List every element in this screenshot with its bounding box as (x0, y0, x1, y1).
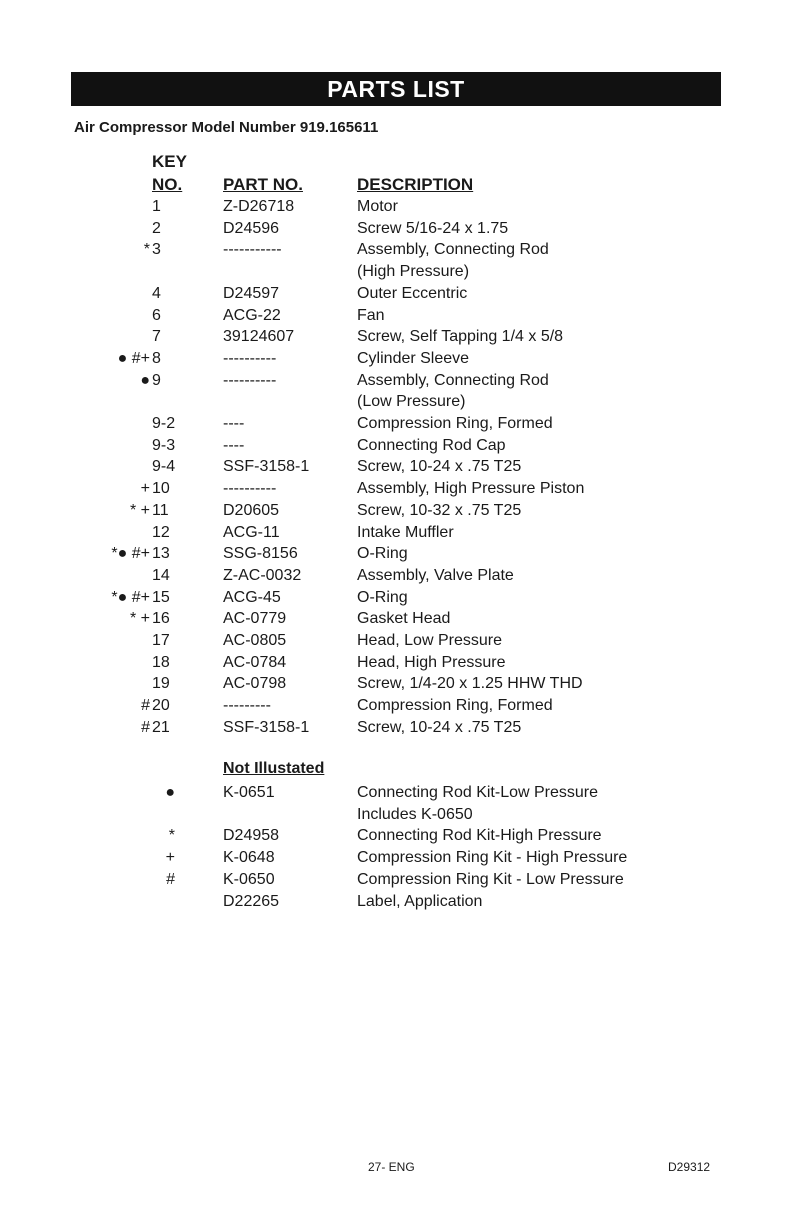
row-mark: ● (140, 371, 150, 389)
table-row (0, 307, 792, 329)
row-key-no: 8 (152, 349, 161, 367)
row-mark: ● #+ (117, 349, 150, 367)
table-row (0, 697, 792, 719)
row-description: Compression Ring Kit - High Pressure (357, 849, 628, 867)
row-description: Assembly, Connecting Rod (357, 241, 549, 259)
table-row (0, 393, 792, 415)
list-item (0, 849, 792, 871)
row-description: Cylinder Sleeve (357, 349, 470, 367)
row-mark: + (165, 849, 175, 867)
row-part-no: ---------- (223, 371, 277, 389)
table-row (0, 610, 792, 632)
row-part-no: D22265 (223, 892, 280, 910)
row-part-no: AC-0784 (223, 653, 287, 671)
list-item (0, 784, 792, 806)
row-part-no: Z-D26718 (223, 198, 295, 215)
table-row (0, 263, 792, 285)
row-key-no: 13 (152, 545, 170, 563)
row-mark: * (143, 241, 150, 259)
row-key-no: 7 (152, 328, 161, 346)
row-description: Fan (357, 306, 385, 324)
row-description: Screw, 10-24 x .75 T25 (357, 458, 522, 476)
row-key-no: 4 (152, 284, 161, 302)
row-part-no: Z-AC-0032 (223, 566, 302, 584)
table-row (0, 654, 792, 676)
table-row (0, 285, 792, 307)
row-part-no: AC-0779 (223, 610, 287, 628)
row-description: Connecting Rod Cap (357, 436, 506, 454)
model-number-heading: Air Compressor Model Number 919.165611 (74, 119, 379, 136)
row-description: O-Ring (357, 588, 408, 606)
row-mark: * + (129, 501, 150, 519)
not-illustrated-header: Not Illustated (223, 760, 325, 777)
row-description: Compression Ring Kit - Low Pressure (357, 870, 624, 888)
table-row (0, 567, 792, 589)
table-row (0, 545, 792, 567)
row-part-no: D24597 (223, 284, 280, 302)
row-key-no: 1 (152, 198, 161, 215)
row-description: Compression Ring, Formed (357, 697, 553, 715)
row-part-no: --------- (223, 697, 271, 715)
row-description: O-Ring (357, 545, 408, 563)
row-description: Head, High Pressure (357, 653, 506, 671)
table-row (0, 632, 792, 654)
row-description: Screw 5/16-24 x 1.75 (357, 219, 509, 237)
row-description: Includes K-0650 (357, 805, 473, 823)
table-row (0, 372, 792, 394)
row-key-no: 16 (152, 610, 170, 628)
table-row (0, 328, 792, 350)
page-number: 27- ENG (368, 1160, 415, 1174)
table-row (0, 480, 792, 502)
row-description: Screw, Self Tapping 1/4 x 5/8 (357, 328, 564, 346)
key-no-header: NO. (152, 175, 183, 194)
row-key-no: 19 (152, 675, 170, 693)
row-key-no: 2 (152, 219, 161, 237)
table-row (0, 719, 792, 741)
row-mark: ● (165, 784, 175, 801)
row-description: (Low Pressure) (357, 393, 466, 411)
row-key-no: 18 (152, 653, 170, 671)
row-description: Intake Muffler (357, 523, 454, 541)
row-part-no: K-0648 (223, 849, 275, 867)
row-description: Screw, 10-24 x .75 T25 (357, 718, 522, 736)
row-description: Assembly, High Pressure Piston (357, 480, 585, 498)
row-part-no: ACG-45 (223, 588, 281, 606)
row-part-no: ---- (223, 436, 245, 454)
row-key-no: 20 (152, 697, 170, 715)
row-part-no: ACG-11 (223, 523, 280, 541)
list-item (0, 893, 792, 915)
row-part-no: SSG-8156 (223, 545, 298, 563)
row-description: Screw, 10-32 x .75 T25 (357, 501, 522, 519)
row-description: Head, Low Pressure (357, 632, 502, 649)
row-part-no: K-0651 (223, 784, 275, 801)
row-part-no: ---------- (223, 480, 277, 498)
row-description: Label, Application (357, 892, 483, 910)
row-part-no: D20605 (223, 501, 280, 519)
row-description: Gasket Head (357, 610, 451, 628)
row-key-no: 9-2 (152, 415, 176, 432)
row-mark: * + (129, 610, 150, 628)
row-part-no: 39124607 (223, 328, 295, 346)
table-row (0, 241, 792, 263)
row-key-no: 21 (152, 718, 170, 736)
row-key-no: 10 (152, 480, 170, 498)
row-mark: *● #+ (111, 588, 150, 606)
table-row (0, 350, 792, 372)
document-code: D29312 (668, 1160, 711, 1174)
row-description: Connecting Rod Kit-High Pressure (357, 827, 602, 845)
row-key-no: 12 (152, 523, 170, 541)
row-description: Motor (357, 198, 398, 215)
table-row (0, 502, 792, 524)
row-key-no: 17 (152, 632, 170, 649)
row-part-no: D24958 (223, 827, 280, 845)
row-description: Assembly, Valve Plate (357, 566, 514, 584)
row-key-no: 6 (152, 306, 161, 324)
row-key-no: 3 (152, 241, 161, 259)
table-row (0, 198, 792, 220)
part-no-header: PART NO. (223, 175, 303, 194)
row-part-no: SSF-3158-1 (223, 458, 310, 476)
row-part-no: ----------- (223, 241, 282, 259)
row-part-no: SSF-3158-1 (223, 718, 310, 736)
row-description: Screw, 1/4-20 x 1.25 HHW THD (357, 675, 583, 693)
row-key-no: 9-4 (152, 458, 176, 476)
table-row (0, 524, 792, 546)
table-row (0, 415, 792, 437)
description-header: DESCRIPTION (357, 175, 474, 194)
row-mark: * (168, 827, 175, 845)
row-description: Assembly, Connecting Rod (357, 371, 549, 389)
row-part-no: ---------- (223, 349, 277, 367)
row-description: (High Pressure) (357, 263, 470, 281)
row-part-no: K-0650 (223, 870, 275, 888)
row-part-no: ---- (223, 415, 245, 432)
row-key-no: 9-3 (152, 436, 176, 454)
row-key-no: 15 (152, 588, 170, 606)
row-part-no: AC-0798 (223, 675, 287, 693)
row-part-no: D24596 (223, 219, 280, 237)
row-key-no: 14 (152, 566, 170, 584)
row-part-no: ACG-22 (223, 306, 281, 324)
row-mark: + (140, 480, 150, 498)
row-mark: # (166, 870, 175, 888)
table-row (0, 675, 792, 697)
row-key-no: 9 (152, 371, 161, 389)
row-key-no: 11 (152, 501, 169, 519)
list-item (0, 806, 792, 828)
row-description: Outer Eccentric (357, 284, 468, 302)
parts-list-banner: PARTS LIST (71, 72, 721, 106)
table-row (0, 220, 792, 242)
row-description: Connecting Rod Kit-Low Pressure (357, 784, 599, 801)
row-part-no: AC-0805 (223, 632, 287, 649)
table-row (0, 437, 792, 459)
row-mark: *● #+ (111, 545, 150, 563)
table-row (0, 589, 792, 611)
list-item (0, 871, 792, 893)
row-mark: # (141, 697, 150, 715)
list-item (0, 827, 792, 849)
row-description: Compression Ring, Formed (357, 415, 553, 432)
key-header-line1: KEY (152, 152, 187, 171)
row-mark: # (141, 718, 150, 736)
table-row (0, 458, 792, 480)
